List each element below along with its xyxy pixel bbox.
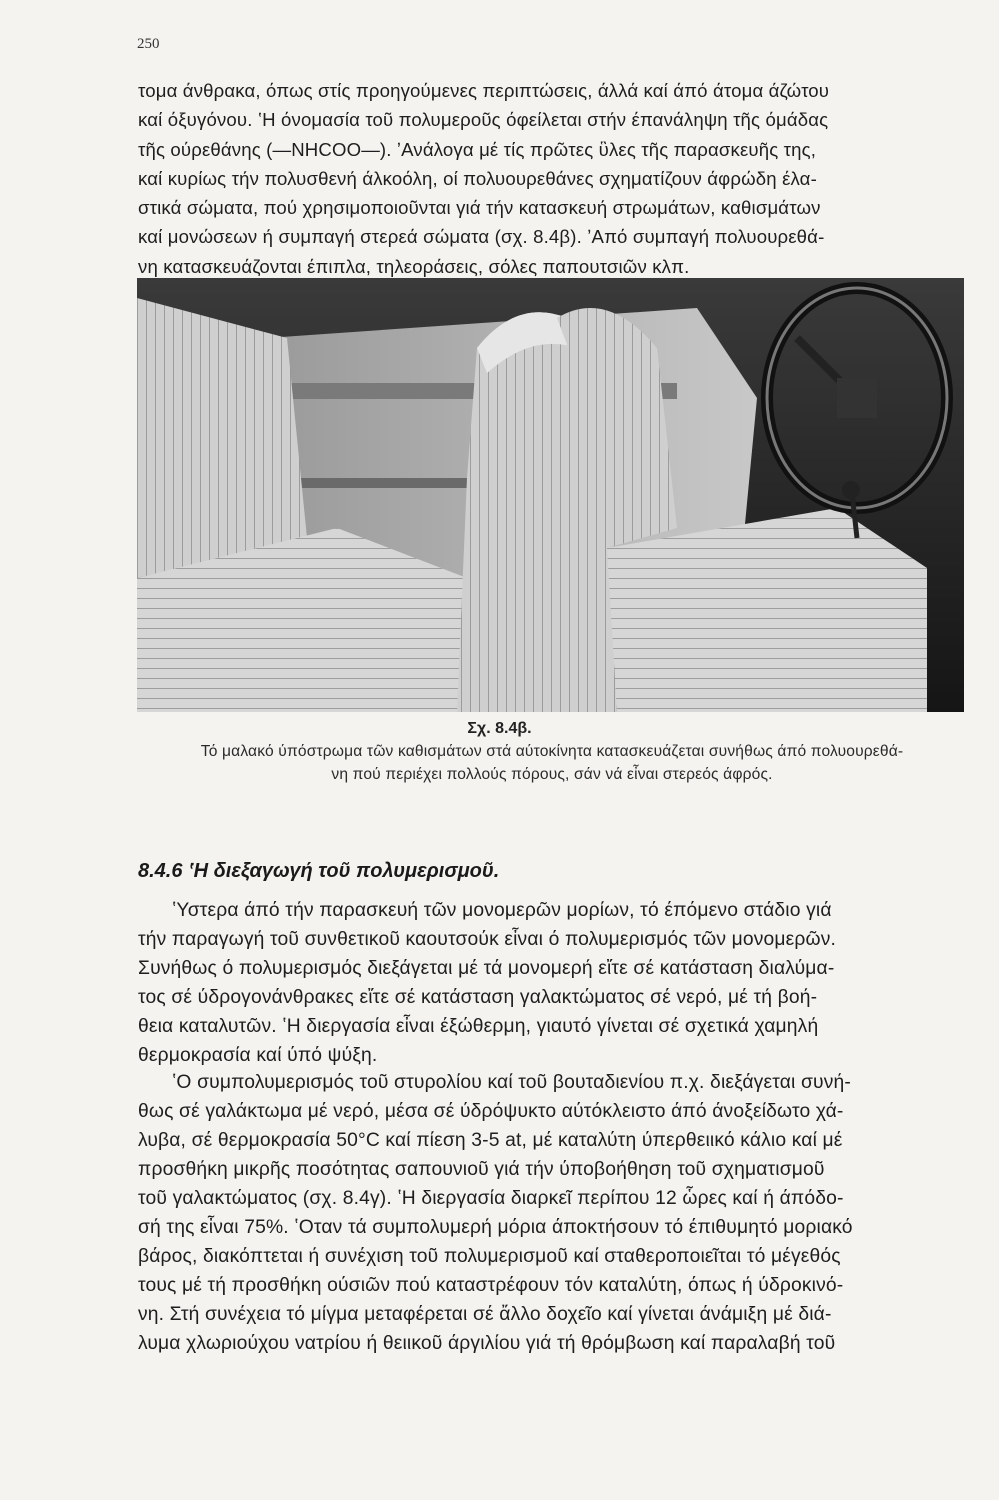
text-line: ʽΥστερα άπό τήν παρασκευή τῶν μονομερῶν μορίων, τό έπόμενο στάδιο γιά — [172, 900, 832, 921]
text-line: ʽΟ συμπολυμερισμός τοῦ στυρολίου καί τοῦ βουταδιενίου π.χ. διεξάγεται συνή- — [172, 1072, 851, 1093]
caption-line: νη πού περιέχει πολλούς πόρους, σάν νά εἶναι στερεός άφρός. — [331, 766, 773, 783]
intro-paragraph — [138, 76, 966, 281]
text-line: καί όξυγόνου. ʽΗ όνομασία τοῦ πολυμεροῦς όφείλεται στήν έπανάληψη τῆς όμάδας — [138, 109, 829, 131]
text-line: βάρος, διακόπτεται ή συνέχιση τοῦ πολυμερισμοῦ καί σταθεροποιεῖται τό μέγεθός — [138, 1246, 841, 1267]
text-line: τήν παραγωγή τοῦ συνθετικοῦ καουτσούκ εἶναι ό πολυμερισμός τῶν μονομερῶν. — [138, 929, 837, 950]
body-paragraph-2 — [138, 1068, 966, 1358]
text-line: προσθήκη μικρῆς ποσότητας σαπουνιοῦ γιά τήν ύποβοήθηση τοῦ σχηματισμοῦ — [138, 1159, 825, 1180]
text-line: καί κυρίως τήν πολυσθενή άλκοόλη, οί πολυουρεθάνες σχηματίζουν άφρώδη έλα- — [138, 167, 817, 189]
text-line: σή της εἶναι 75%. ʽΟταν τά συμπολυμερή μόρια άποκτήσουν τό έπιθυμητό μοριακό — [138, 1217, 853, 1238]
text-line: λυμα χλωριούχου νατρίου ή θειικοῦ άργιλίου γιά τή θρόμβωση καί παραλαβή τοῦ — [138, 1333, 836, 1354]
text-line: θως σέ γαλάκτωμα μέ νερό, μέσα σέ ύδρόψυκτο αύτόκλειστο άπό άνοξείδωτο χά- — [138, 1101, 844, 1122]
body-paragraph-1 — [138, 896, 966, 1070]
text-line: τομα άνθρακα, όπως στίς προηγούμενες περιπτώσεις, άλλά καί άπό άτομα άζώτου — [138, 80, 830, 101]
text-line: τῆς ούρεθάνης (—NHCOO—). ʼΑνάλογα μέ τίς πρῶτες ὓλες τῆς παρασκευῆς της, — [138, 138, 817, 160]
car-seats-illustration — [137, 278, 964, 712]
text-line: στικά σώματα, πού χρησιμοποιοῦνται γιά τήν κατασκευή στρωμάτων, καθισμάτων — [138, 197, 821, 219]
text-line: λυβα, σέ θερμοκρασία 50°C καί πίεση 3-5 at, μέ καταλύτη ύπερθειικό κάλιο καί μέ — [138, 1130, 843, 1151]
caption-line: Τό μαλακό ύπόστρωμα τῶν καθισμάτων στά αύτοκίνητα κατασκευάζεται συνήθως άπό πολυουρεθά- — [200, 743, 904, 760]
section-heading: 8.4.6 ʽΗ διεξαγωγή τοῦ πολυμερισμοῦ. — [138, 860, 500, 882]
text-line: τους μέ τή προσθήκη ούσιῶν πού καταστρέφουν τόν καταλύτη, όπως ή ύδροκινό- — [138, 1275, 844, 1296]
text-line: τοῦ γαλακτώματος (σχ. 8.4γ). ʽΗ διεργασία διαρκεῖ περίπου 12 ὧρες καί ή άπόδο- — [138, 1188, 844, 1209]
text-line: Συνήθως ό πολυμερισμός διεξάγεται μέ τά μονομερή εἴτε σέ κατάσταση διαλύμα- — [138, 958, 835, 979]
figure-label: Σχ. 8.4β. — [467, 720, 532, 737]
text-line: νη κατασκευάζονται έπιπλα, τηλεοράσεις, σόλες παπουτσιῶν κλπ. — [138, 255, 690, 277]
page-number: 250 — [137, 36, 160, 52]
text-line: τος σέ ύδρογονάνθρακες εἴτε σέ κατάσταση γαλακτώματος σέ νερό, μέ τή βοή- — [138, 987, 818, 1008]
text-line: νη. Στή συνέχεια τό μίγμα μεταφέρεται σέ ἄλλο δοχεῖο καί γίνεται άνάμιξη μέ διά- — [138, 1304, 832, 1325]
text-line: καί μονώσεων ή συμπαγή στερεά σώματα (σχ. 8.4β). ʼΑπό συμπαγή πολυουρεθά- — [138, 226, 825, 248]
text-line: θεια καταλυτῶν. ʽΗ διεργασία εἶναι έξώθερμη, γιαυτό γίνεται σέ σχετικά χαμηλή — [138, 1016, 819, 1037]
figure-caption — [138, 740, 966, 786]
car-seats-photo — [137, 278, 964, 712]
text-line: θερμοκρασία καί ύπό ψύξη. — [138, 1045, 378, 1066]
